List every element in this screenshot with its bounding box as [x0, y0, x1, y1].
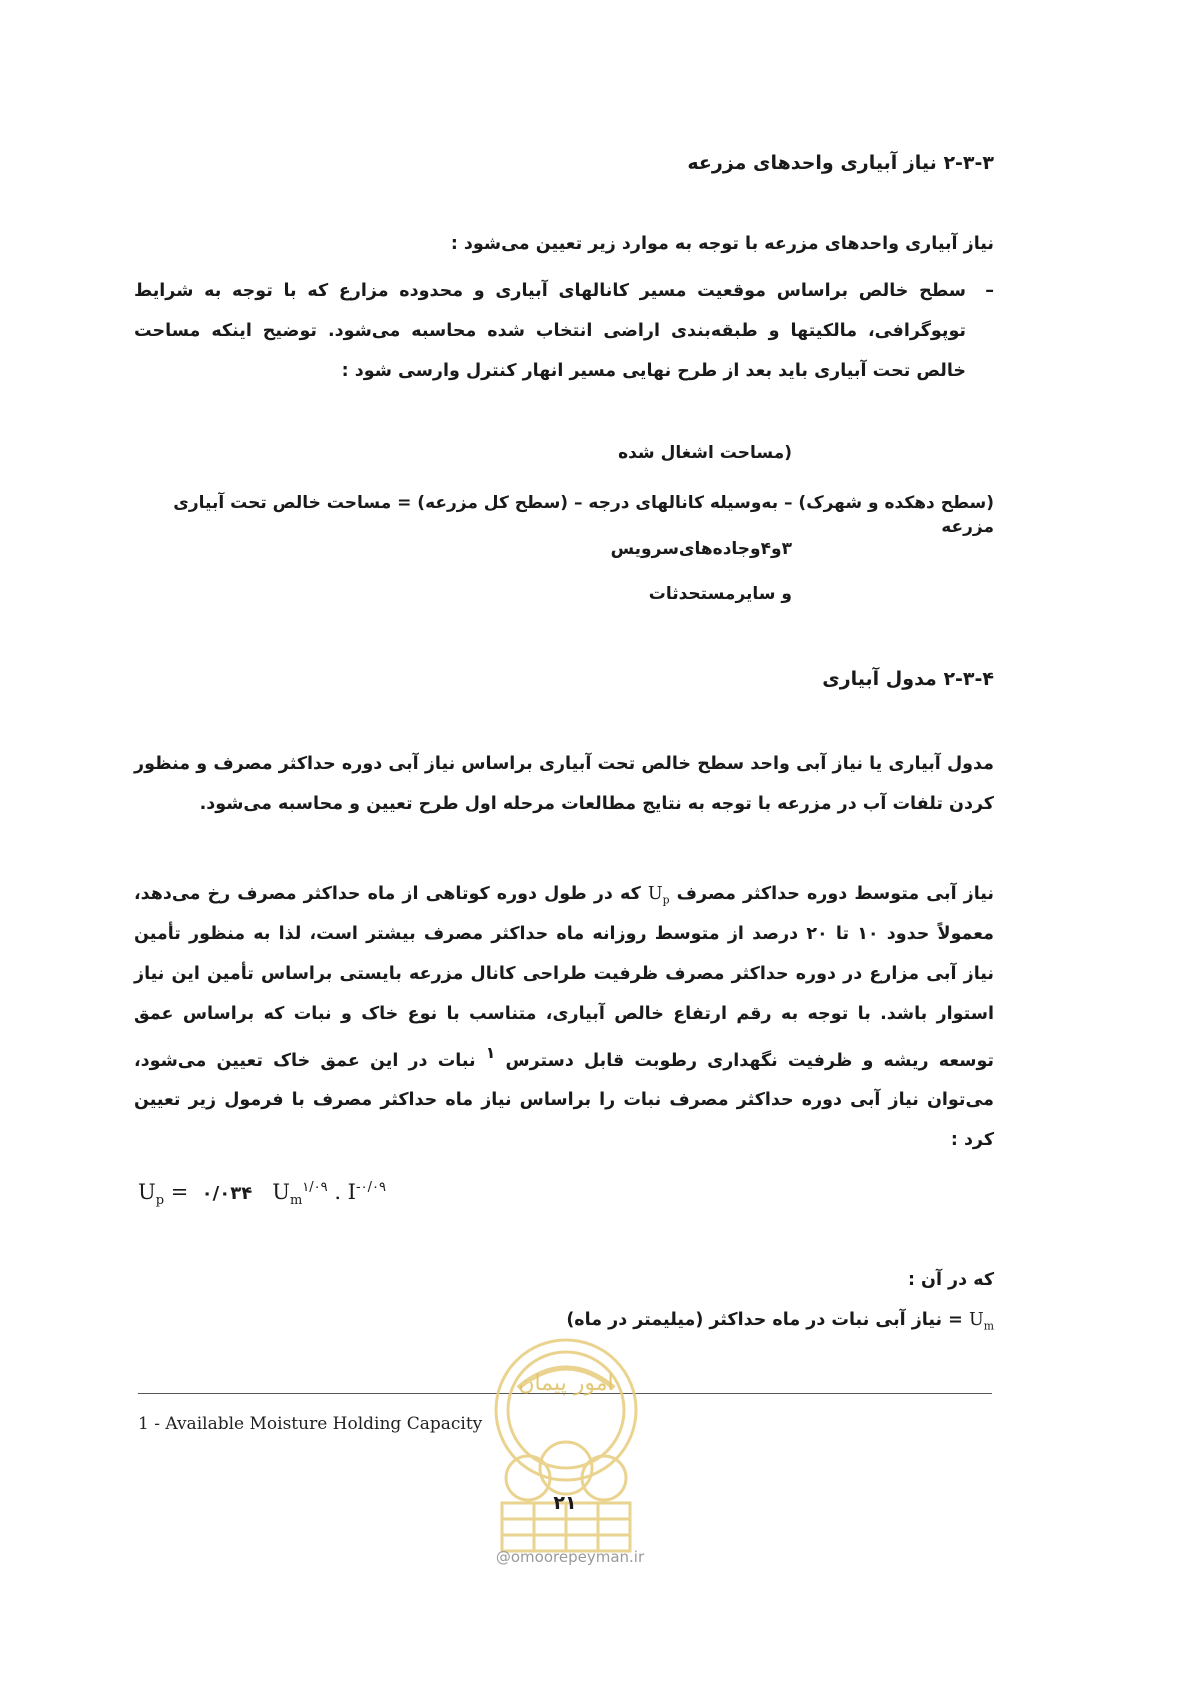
para2-part-a: نیاز آبی متوسط دوره حداکثر مصرف [676, 884, 994, 904]
um-symbol: $U_m$ [968, 1310, 994, 1333]
eq-i-exponent: -۰/۰۹ [355, 1180, 387, 1195]
at-icon: @ [495, 1548, 511, 1566]
footnote: 1 - Available Moisture Holding Capacity [138, 1414, 483, 1434]
bullet-text: سطح خالص براساس موقعیت مسیر کانالهای آبیاری و محدوده مزارع که با توجه به شرایط توپوگرافی، مالکیتها و طبقه‌بندی اراضی انتخاب شده محاسبه می‌شود. توضیح اینکه مساحت خالص تحت آبیاری باید بعد از طرح نهایی مسیر انهار کنترل وارسی شود : [134, 281, 966, 381]
eq-um: U [272, 1180, 290, 1204]
eq-um-sub: m [289, 1193, 303, 1209]
watermark-site [490, 1548, 650, 1566]
eq-coefficient: ۰/۰۳۴ [201, 1183, 253, 1204]
eq-um-exponent: ۱/۰۹ [302, 1180, 328, 1195]
watermark-site-text: omoorepeyman.ir [510, 1548, 645, 1566]
um-definition-text: = نیاز آبی نبات در ماه حداکثر (میلیمتر در ماه) [566, 1310, 963, 1330]
where-label: که در آن : [907, 1270, 994, 1290]
para2-part-c: نبات در این عمق خاک تعیین می‌شود، می‌توان نیاز آبی دوره حداکثر مصرف نبات را براساس نیاز ماه حداکثر مصرف با فرمول زیر تعیین کرد : [134, 1050, 994, 1151]
page-number: ۲۱ [553, 1492, 577, 1514]
section-heading-3: ۲-۳-۳ نیاز آبیاری واحدهای مزرعه [687, 152, 994, 174]
eq-equals: = [164, 1180, 202, 1204]
eq-dot: . [327, 1180, 348, 1204]
bullet-paragraph [134, 272, 994, 392]
equation [138, 1180, 386, 1208]
eq-lhs-sub: p [155, 1193, 165, 1209]
formula-line-4: و سایرمستحدثات [648, 584, 792, 604]
um-definition [294, 1308, 994, 1334]
watermark-logo-text: امور پیمان [518, 1371, 614, 1396]
section-4-paragraph-1: مدول آبیاری یا نیاز آبی واحد سطح خالص تحت آبیاری براساس نیاز آبی دوره حداکثر مصرف و منظور کردن تلفات آب در مزرعه با توجه به نتایج مطالعات مرحله اول طرح تعیین و محاسبه می‌شود. [134, 754, 994, 814]
eq-i: I [347, 1180, 356, 1204]
formula-line-1: (مساحت اشغال شده [618, 443, 792, 463]
para2-part-b: که در طول دوره کوتاهی از ماه حداکثر مصرف رخ می‌دهد، معمولاً حدود ۱۰ تا ۲۰ درصد از متوسط روزانه ماه حداکثر مصرف بیشتر است، لذا به منظور تأمین نیاز آبی مزارع در دوره حداکثر مصرف ظرفیت طراحی کانال مزرعه بایستی براساس تأمین این نیاز استوار باشد. با توجه به رقم ارتفاع خالص آبیاری، متناسب با نوع خاک و نبات که براساس عمق توسعه ریشه و ظرفیت نگهداری رطوبت قابل دسترس [134, 884, 995, 1071]
formula-line-2: (سطح دهکده و شهرک) – به‌وسیله کانالهای درجه – (سطح کل مزرعه) = مساحت خالص تحت آبیاری مزرعه [173, 493, 994, 537]
section-3-intro: نیاز آبیاری واحدهای مزرعه با توجه به موارد زیر تعیین می‌شود : [450, 234, 994, 254]
footnote-reference: ۱ [485, 1042, 496, 1062]
formula-line-3: ۳و۴وجاده‌های‌سرویس [610, 539, 792, 559]
bullet-marker: – [985, 281, 994, 301]
section-heading-4: ۲-۳-۴ مدول آبیاری [822, 668, 994, 690]
section-4-paragraph-2 [134, 875, 994, 1161]
eq-lhs: U [138, 1180, 156, 1204]
watermark-logo-icon [488, 1328, 644, 1558]
up-symbol: $U_p$ [647, 884, 670, 907]
